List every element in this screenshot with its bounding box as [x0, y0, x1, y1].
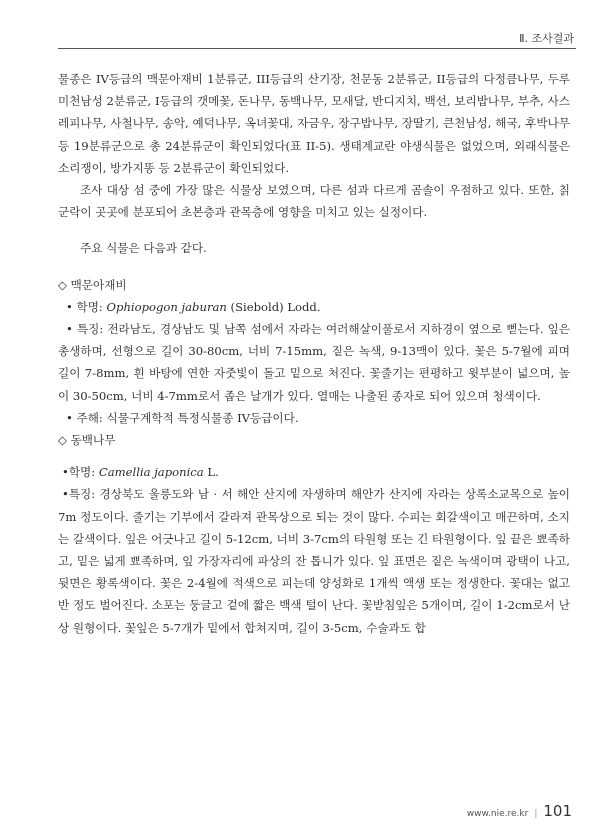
plant-heading-maekmun: ◇ 맥문아재비 [58, 277, 127, 292]
page-header [58, 26, 576, 48]
scientific-name-maekmun [58, 296, 570, 318]
description-dongbaek: •특징: 경상북도 울릉도와 남 · 서 해안 산지에 자생하며 해안가 산지에 자라는 상록소교목으로 높이 7m 정도이다. 줄기는 기부에서 갈라져 관목상으로 되는 것이 많다. 수피는 회갈색이고 매끈하며, 소지는 갈색이다. 잎은 어긋나고 길이 5-12cm, 너비 3-7cm의 타원형 또는 긴 타원형이다. 잎 끝은 뾰족하고, 밑은 넓게 뾰족하며, 잎 가장자리에 파상의 잔 톱니가 있다. 잎 표면은 짙은 녹색이며 광택이 나고, 뒷면은 황록색이다. 꽃은 2-4월에 적색으로 피는데 양성화로 1개씩 액생 또는 정생한다. 꽃대는 없고 반 정도 벌어진다. 소포는 둥글고 겉에 짧은 백색 털이 난다. 꽃받침잎은 5개이며, 길이 1-2cm로서 난상 원형이다. 꽃잎은 5-7개가 밑에서 합쳐지며, 길이 3-5cm, 수술과도 합 [58, 487, 570, 635]
page-footer [467, 802, 572, 820]
scientific-name: Camellia japonica [98, 465, 204, 480]
footer-url: www.nie.re.kr [466, 809, 529, 819]
scientific-name-dongbaek [58, 461, 570, 483]
note-maekmun: • 주해: 식물구계학적 특정식물종 IV등급이다. [66, 410, 299, 425]
paragraph-species-summary: 물종은 IV등급의 맥문아재비 1분류군, III등급의 산기장, 천문동 2분류군, II등급의 다정큼나무, 두루미천남성 2분류군, I등급의 갯메꽃, 돈나무, 동백나무, 모새달, 반디지치, 백선, 보리밥나무, 부추, 사스레피나무, 사철나무, 송악, 예덕나무, 옥녀꽃대, 자금우, 장구밥나무, 장딸기, 큰천남성, 해국, 후박나무 등 19분류군으로 총 24분류군이 확인되었다(표 II-5). 생태계교란 야생식물은 없었으며, 외래식물은 소리쟁이, 방가지똥 등 2분류군이 확인되었다. [58, 72, 570, 175]
paragraph-intro: 주요 식물은 다음과 같다. [80, 241, 207, 256]
page-number: 101 [543, 802, 572, 820]
footer-separator: | [534, 809, 538, 819]
plant-heading-dongbaek: ◇ 동백나무 [58, 433, 116, 448]
scientific-name: Ophiopogon jaburan [106, 299, 227, 314]
name-author: L. [203, 465, 219, 480]
description-maekmun: • 특징: 전라남도, 경상남도 및 남쪽 섬에서 자라는 여러해살이풀로서 지하경이 옆으로 뻗는다. 잎은 총생하며, 선형으로 길이 30-80cm, 너비 7-15mm, 짙은 녹색, 9-13맥이 있다. 꽃은 5-7월에 피며 길이 7-8mm, 흰 바탕에 연한 자줏빛이 돌고 밑으로 처진다. 꽃줄기는 편평하고 윗부분이 넓으며, 높이 30-50cm, 너비 4-7mm로서 좁은 날개가 있다. 열매는 나출된 종자로 되어 있으며 청색이다. [58, 322, 570, 403]
name-label: •학명: [62, 465, 99, 480]
paragraph-survey-note: 조사 대상 섬 중에 가장 많은 식물상 보였으며, 다른 섬과 다르게 곰솔이 우점하고 있다. 또한, 칡 군락이 곳곳에 분포되어 초본층과 관목층에 영향을 미치고 있는 실정이다. [58, 183, 570, 220]
header-divider [58, 48, 576, 49]
body-text [58, 68, 570, 639]
name-author: (Siebold) Lodd. [226, 299, 321, 314]
section-title: Ⅱ. 조사결과 [519, 32, 574, 45]
name-label: • 학명: [66, 299, 107, 314]
